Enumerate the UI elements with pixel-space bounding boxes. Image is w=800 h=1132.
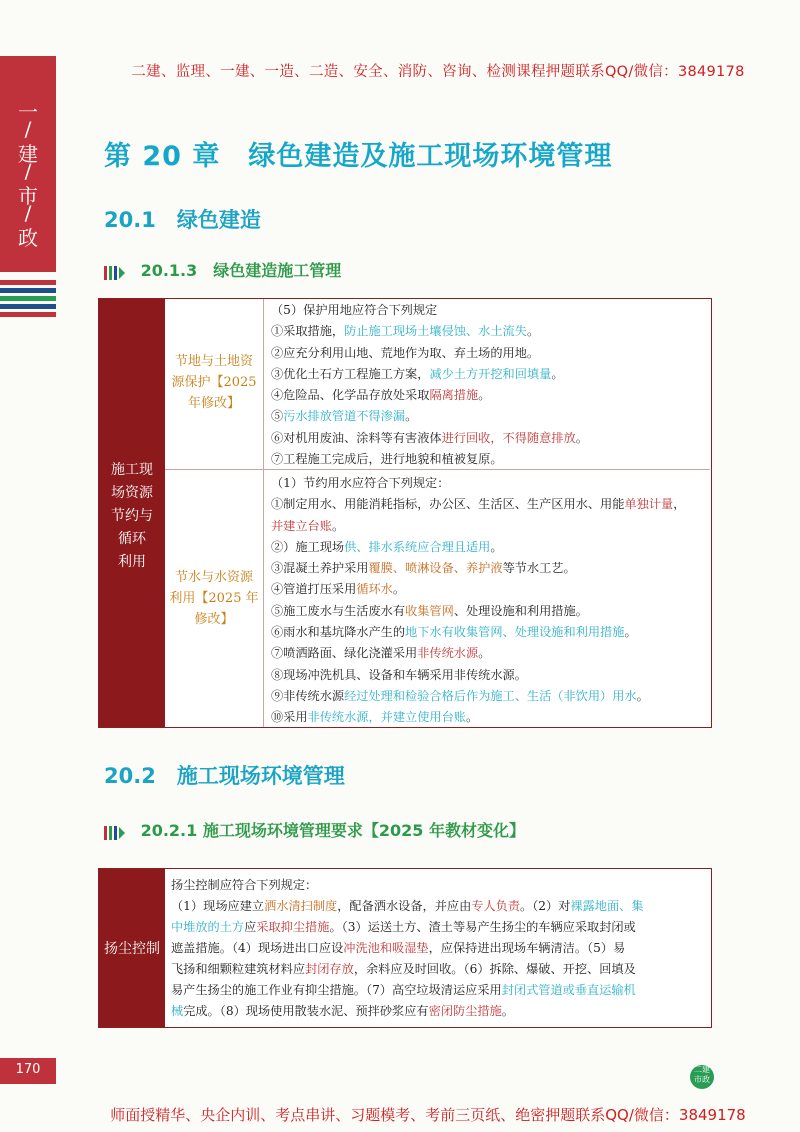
text-segment: 。: [405, 409, 418, 424]
text-segment: ②应充分利用山地、荒地作为取、弃土场的用地。: [271, 345, 540, 360]
chapter-title: 第 20 章 绿色建造及施工现场环境管理: [104, 141, 613, 172]
text-segment: ③优化土石方工程施工方案，: [271, 366, 430, 381]
text-segment: 。: [624, 625, 637, 640]
text-line: [271, 494, 701, 515]
text-segment: 供、排水系统应合理且适用: [344, 539, 491, 554]
text-line: [271, 707, 701, 728]
text-line: [271, 385, 701, 406]
text-segment: 隔离措施: [429, 388, 479, 403]
text-line: [271, 537, 701, 558]
subsection-heading-20-2-1: [104, 818, 525, 841]
text-segment: 飞扬和细颗粒建筑材料应: [171, 962, 306, 976]
text-segment: （5）保护用地应符合下列规定: [271, 303, 438, 317]
text-segment: 。: [392, 582, 406, 597]
text-line: [271, 601, 701, 622]
text-line: [271, 449, 701, 470]
text-segment: ③混凝土养护采用: [271, 561, 369, 576]
text-line: [271, 300, 701, 321]
water-resource-content: [271, 473, 701, 729]
text-segment: 。: [478, 646, 491, 661]
subsection-title: 20.1.3 绿色建造施工管理: [140, 261, 342, 280]
text-segment: ②）施工现场: [271, 539, 345, 554]
text-segment: ，应保持进出现场车辆清洁。（5）易: [428, 941, 626, 955]
text-segment: 。: [551, 366, 564, 381]
text-line: [271, 558, 701, 579]
text-segment: 。（2）对: [520, 899, 571, 913]
text-segment: ，: [673, 497, 686, 512]
text-line: [171, 938, 703, 959]
text-segment: 封闭存放: [305, 962, 354, 976]
text-segment: 、处理设施和利用措施。: [453, 603, 588, 618]
category-cell: [99, 299, 165, 727]
side-color-stripes: [0, 280, 56, 328]
text-segment: 经过处理和检验合格后作为施工、生活（非饮用）用水: [344, 688, 637, 703]
text-segment: 。: [501, 1004, 514, 1018]
label-line: 年修改】: [187, 396, 240, 411]
text-segment: 。: [466, 710, 479, 725]
text-line: [271, 643, 701, 664]
label-line: 节地与土地资: [174, 354, 253, 369]
side-tab-char: 建: [18, 142, 38, 166]
top-ad-banner: 二建、监理、一建、一造、二造、安全、消防、咨询、检测课程押题联系QQ/微信：3849178: [131, 64, 745, 80]
text-segment: 应: [244, 920, 257, 934]
text-line: [171, 980, 703, 1001]
text-segment: 完成。（8）现场使用散装水泥、预拌砂浆应有: [183, 1004, 429, 1018]
text-segment: 扬尘控制应符合下列规定：: [171, 878, 318, 892]
text-segment: 专人负责: [471, 899, 521, 913]
text-segment: 。: [478, 388, 491, 403]
text-segment: ⑨非传统水源: [271, 688, 345, 703]
land-resource-label: [165, 351, 263, 414]
text-line: [271, 622, 701, 643]
category-line: 施工现: [111, 462, 153, 478]
side-tab-char: 市: [18, 184, 38, 208]
text-segment: （1）现场应建立: [171, 899, 265, 913]
text-segment: 。: [636, 688, 649, 703]
water-resource-label: [165, 567, 263, 630]
text-segment: ⑥对机用废油、涂料等有害液体: [271, 430, 442, 445]
section-title-20-1: 20.1 绿色建造: [104, 208, 261, 232]
text-line: [271, 516, 701, 537]
text-segment: ⑥雨水和基坑降水产生的: [271, 625, 406, 640]
text-segment: 易产生扬尘的施工作业有抑尘措施。（7）高空垃圾清运应采用: [171, 983, 502, 997]
text-line: [271, 428, 701, 449]
text-segment: 。: [331, 518, 345, 533]
text-segment: 减少土方开挖和回填量: [429, 366, 552, 381]
text-line: [171, 917, 703, 938]
side-tab-char: 政: [18, 226, 38, 250]
side-tab-char: /: [24, 159, 32, 183]
subsection-heading-20-1-3: [104, 258, 341, 281]
text-segment: 收集管网: [405, 603, 454, 618]
text-segment: 。（3）运送土方、渣土等易产生扬尘的车辆应采取封闭或: [329, 920, 636, 934]
text-segment: 非传统水源: [417, 646, 479, 661]
text-segment: 密闭防尘措施: [428, 1004, 502, 1018]
text-line: [271, 665, 701, 686]
text-segment: 。: [575, 430, 588, 445]
text-segment: 械: [171, 1004, 184, 1018]
category-line: 循环: [118, 531, 146, 547]
land-resource-content: [271, 300, 701, 470]
text-segment: 。: [490, 539, 503, 554]
text-segment: ⑤: [271, 409, 284, 424]
text-line: [271, 321, 701, 342]
text-segment: 洒水清扫制度: [264, 899, 338, 913]
label-line: 节水与水资源: [174, 570, 253, 585]
text-segment: （1）节约用水应符合下列规定：: [271, 476, 450, 490]
dust-control-header: 扬尘控制: [99, 869, 165, 1027]
side-tab-char: 一: [18, 100, 38, 124]
text-segment: 遮盖措施。（4）现场进出口应设: [171, 941, 344, 955]
side-tab-char: /: [24, 117, 32, 141]
text-segment: 覆膜、喷淋设备、养护液: [368, 561, 503, 576]
text-segment: ①采取措施，: [271, 324, 345, 339]
corner-logo-text: 二建 市政: [694, 1065, 710, 1084]
text-segment: 循环水: [356, 582, 393, 597]
text-segment: 裸露地面、集: [570, 899, 644, 913]
text-segment: 等节水工艺。: [502, 561, 576, 576]
text-segment: 单独计量: [624, 497, 674, 512]
subsection-title: 20.2.1 施工现场环境管理要求【2025 年教材变化】: [140, 821, 525, 840]
text-segment: ④危险品、化学品存放处采取: [271, 388, 430, 403]
text-line: [271, 686, 701, 707]
text-segment: ④管道打压采用: [271, 582, 357, 597]
text-line: [271, 473, 701, 494]
text-segment: 并建立台账: [271, 518, 332, 533]
bottom-ad-banner: 师面授精华、央企内训、考点串讲、习题模考、考前三页纸、绝密押题联系QQ/微信：3849178: [110, 1106, 746, 1124]
text-line: [171, 896, 703, 917]
label-line: 修改】: [194, 612, 234, 627]
text-line: [171, 1001, 703, 1022]
side-tab-char: /: [24, 201, 32, 225]
text-line: [271, 343, 701, 364]
category-line: 利用: [118, 554, 146, 570]
text-segment: 地下水有收集管网、处理设施和利用措施: [405, 625, 625, 640]
text-segment: 进行回收，不得随意排放: [441, 430, 576, 445]
dust-control-table: [98, 868, 712, 1028]
text-segment: ⑧现场冲洗机具、设备和车辆采用非传统水源。: [271, 667, 527, 682]
text-segment: 防止施工现场土壤侵蚀、水土流失: [344, 324, 527, 339]
text-line: [271, 364, 701, 385]
text-segment: 冲洗池和吸湿垫: [343, 941, 429, 955]
text-segment: 中堆放的土方: [171, 920, 245, 934]
text-segment: ⑦工程施工完成后，进行地貌和植被复原。: [271, 452, 503, 467]
text-segment: 污水排放管道不得渗漏: [283, 409, 406, 424]
heading-bars-icon: [104, 822, 127, 841]
page-number: 170: [15, 1062, 41, 1077]
section-title-20-2: 20.2 施工现场环境管理: [104, 764, 345, 788]
heading-bars-icon: [104, 262, 127, 281]
text-segment: 采取抑尘措施: [256, 920, 330, 934]
text-line: [271, 406, 701, 427]
text-segment: ①制定用水、用能消耗指标，办公区、生活区、生产区用水、用能: [271, 497, 625, 512]
text-line: [171, 959, 703, 980]
dust-control-content: [171, 875, 703, 1022]
category-label: [99, 459, 165, 574]
text-line: [271, 579, 701, 600]
text-segment: 非传统水源，并建立使用台账: [307, 710, 466, 725]
corner-logo-icon: [690, 1065, 714, 1089]
text-segment: ⑤施工废水与生活废水有: [271, 603, 406, 618]
label-line: 源保护【2025: [171, 375, 257, 390]
text-line: [171, 875, 703, 896]
text-segment: 封闭式管道或垂直运输机: [501, 983, 636, 997]
text-segment: ⑦喷洒路面、绿化浇灌采用: [271, 646, 418, 661]
label-line: 利用【2025 年: [169, 591, 259, 606]
text-segment: ，配备洒水设备，并应由: [337, 899, 472, 913]
text-segment: 。: [526, 324, 540, 339]
text-segment: ⑩采用: [271, 710, 308, 725]
text-segment: ，余料应及时回收。（6）拆除、爆破、开挖、回填及: [353, 962, 636, 976]
category-line: 节约与: [111, 508, 153, 524]
category-line: 场资源: [111, 485, 153, 501]
green-construction-table: [98, 298, 712, 728]
